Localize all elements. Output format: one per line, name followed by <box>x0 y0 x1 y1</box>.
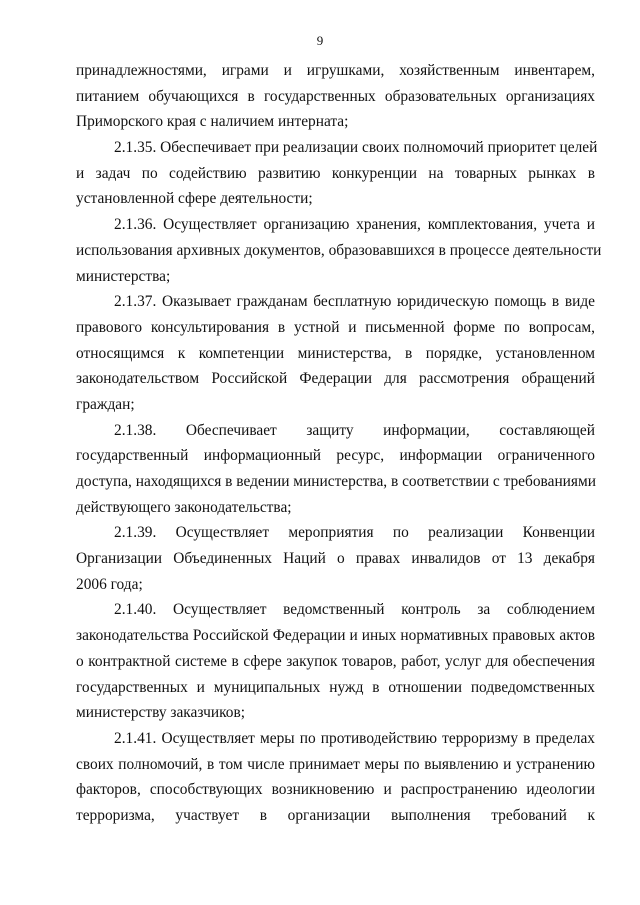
paragraph-2-1-35 <box>76 135 598 212</box>
text-line: действующего законодательства; <box>76 498 292 516</box>
text-line: министерства; <box>76 267 171 285</box>
text-line: питанием обучающихся в государственных образовательных организациях <box>76 87 595 105</box>
text-line: 2.1.41. Осуществляет меры по противодействию терроризму в пределах <box>114 729 595 747</box>
paragraph-2-1-40 <box>76 597 595 725</box>
text-line: 2.1.36. Осуществляет организацию хранения, комплектования, учета и <box>114 216 595 234</box>
text-line: министерству заказчиков; <box>76 704 246 722</box>
text-line: 2.1.39. Осуществляет мероприятия по реализации Конвенции <box>114 524 595 542</box>
text-line: правового консультирования в устной и письменной форме по вопросам, <box>76 318 595 336</box>
text-line: 2.1.35. Обеспечивает при реализации своих полномочий приоритет целей <box>114 139 598 157</box>
text-line: Организации Объединенных Наций о правах инвалидов от 13 декабря <box>76 550 595 568</box>
text-line: граждан; <box>76 395 135 413</box>
text-line: своих полномочий, в том числе принимает меры по выявлению и устранению <box>76 755 595 773</box>
text-line: и задач по содействию развитию конкуренции на товарных рынках в <box>76 164 595 182</box>
text-line: доступа, находящихся в ведении министерства, в соответствии с требованиями <box>76 473 596 490</box>
text-line: 2.1.40. Осуществляет ведомственный контроль за соблюдением <box>114 601 595 619</box>
paragraph-2-1-41 <box>76 726 595 829</box>
text-line: принадлежностями, играми и игрушками, хозяйственным инвентарем, <box>76 62 595 79</box>
document-body <box>76 58 602 829</box>
text-line: 2006 года; <box>76 575 143 593</box>
text-line: установленной сфере деятельности; <box>76 190 313 208</box>
text-line: относящимся к компетенции министерства, в порядке, установленном <box>76 344 595 362</box>
page-number: 9 <box>316 33 324 48</box>
text-line: законодательством Российской Федерации для рассмотрения обращений <box>76 370 595 388</box>
text-line: 2.1.37. Оказывает гражданам бесплатную юридическую помощь в виде <box>114 293 595 311</box>
text-line: о контрактной системе в сфере закупок товаров, работ, услуг для обеспечения <box>76 652 595 670</box>
text-line: Приморского края с наличием интерната; <box>76 113 349 131</box>
text-line: законодательства Российской Федерации и иных нормативных правовых актов <box>76 627 595 645</box>
text-line: 2.1.38. Обеспечивает защиту информации, составляющей <box>114 421 595 439</box>
text-line: государственный информационный ресурс, информации ограниченного <box>76 447 595 465</box>
paragraph-2-1-36 <box>76 212 602 289</box>
paragraph-2-1-38 <box>76 418 595 521</box>
text-line: факторов, способствующих возникновению и распространению идеологии <box>76 781 595 799</box>
text-line: государственных и муниципальных нужд в отношении подведомственных <box>76 678 595 696</box>
text-line: использования архивных документов, образовавшихся в процессе деятельности <box>76 241 602 259</box>
paragraph-2-1-37 <box>76 289 595 417</box>
paragraph-2-1-39 <box>76 520 595 597</box>
text-line: терроризма, участвует в организации выполнения требований к <box>76 806 595 824</box>
paragraph-2-1-34-continued <box>76 58 595 135</box>
